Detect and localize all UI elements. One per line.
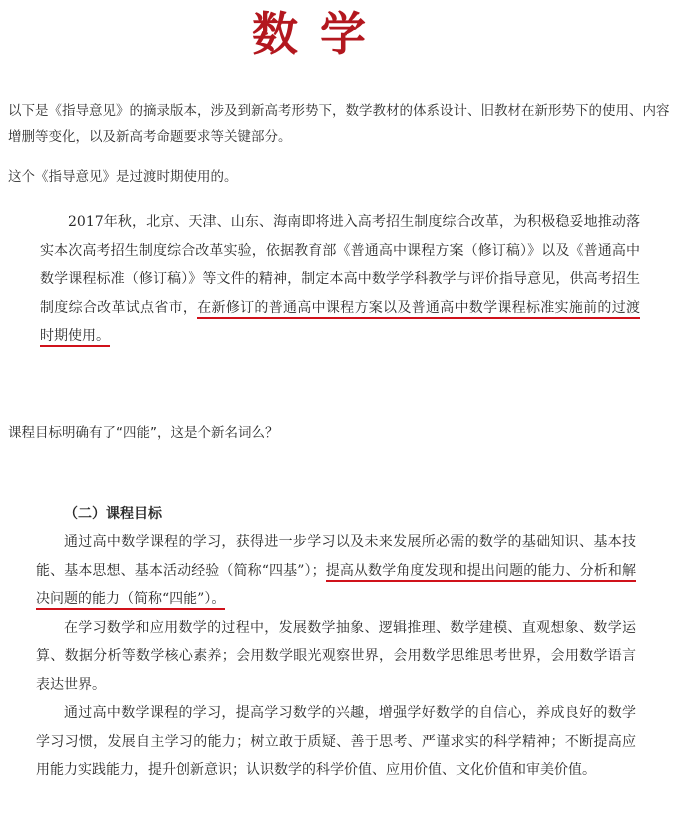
intro-paragraph: 以下是《指导意见》的摘录版本，涉及到新高考形势下，数学教材的体系设计、旧教材在新形势下的使用、内容增删等变化，以及新高考命题要求等关键部分。 (8, 103, 670, 145)
page-title: 数学 (252, 7, 388, 61)
goal-paragraph-2: 在学习数学和应用数学的过程中，发展数学抽象、逻辑推理、数学建模、直观想象、数学运算、数据分析等数学核心素养；会用数学眼光观察世界，会用数学思维思考世界，会用数学语言表达世界。 (36, 619, 636, 693)
highlighted-text: 提高从数学角度发现和提出问题的能力、分析和解决问题的能力（简称“四能”）。 (36, 563, 636, 611)
goal-paragraph-3: 通过高中数学课程的学习，提高学习数学的兴趣，增强学好数学的自信心，养成良好的数学学习习惯，发展自主学习的能力；树立敢于质疑、善于思考、严谨求实的科学精神；不断提高应用能力实践能力，提升创新意识；认识数学的科学价值、应用价值、文化价值和审美价值。 (36, 705, 636, 778)
section-heading: （二）课程目标 (64, 506, 162, 522)
excerpt-text: 2017年秋，北京、天津、山东、海南即将进入高考招生制度综合改革，为积极稳妥地推动落实本次高考招生制度综合改革实验，依据教育部《普通高中课程方案（修订稿）》以及《普通高中数学课程标准（修订稿）》等文件的精神，制定本高中数学学科教学与评价指导意见，供高考招生制度综合改革试点省市， (40, 214, 640, 316)
highlighted-text: 在新修订的普通高中课程方案以及普通高中数学课程标准实施前的过渡时期使用。 (40, 300, 640, 348)
goal-paragraph-1 (36, 528, 636, 614)
excerpt-paragraph (40, 208, 640, 351)
excerpt-scan-2 (36, 500, 636, 785)
excerpt-scan-1 (40, 208, 640, 351)
question-text: 课程目标明确有了“四能”，这是个新名词么？ (8, 425, 279, 441)
intro-note: 这个《指导意见》是过渡时期使用的。 (8, 169, 238, 185)
goal-text: 通过高中数学课程的学习，获得进一步学习以及未来发展所必需的数学的基础知识、基本技能、基本思想、基本活动经验（简称“四基”）； (36, 534, 636, 579)
